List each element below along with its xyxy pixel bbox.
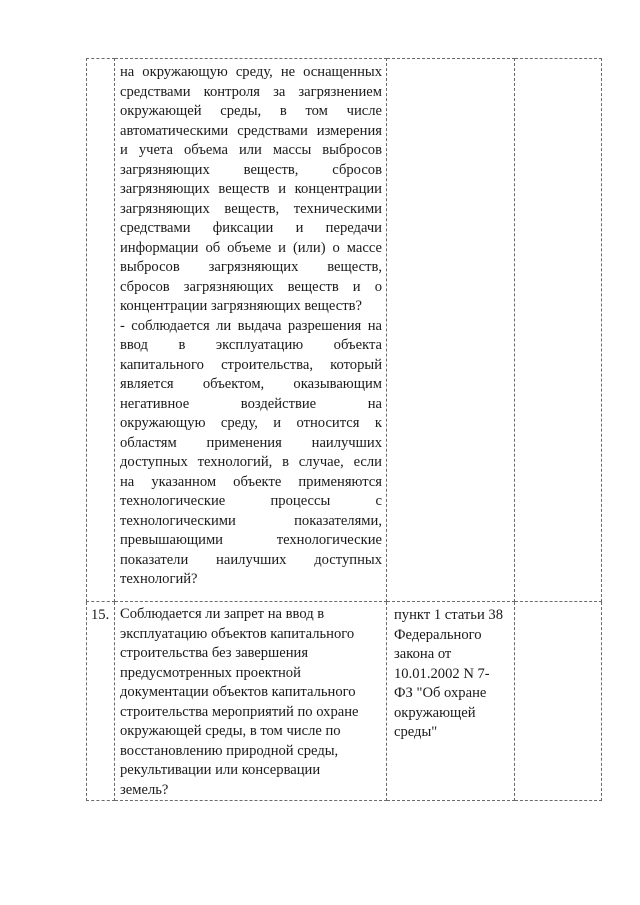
question-line: окружающей среды, в том числе по: [120, 723, 341, 739]
question-line: сбросов загрязняющих веществ и о: [120, 278, 382, 295]
legal-reference: [387, 602, 514, 743]
reference-line: ФЗ "Об охране: [394, 685, 487, 701]
question-line: информации об объеме и (или) о массе: [120, 239, 382, 256]
question-line: загрязняющих веществ и концентрации: [120, 181, 382, 197]
question-line: - соблюдается ли выдача разрешения на: [120, 317, 382, 334]
question-cell: [115, 59, 387, 602]
question-line: негативное воздействие на: [120, 395, 382, 412]
question-line: превышающими технологические: [120, 532, 382, 548]
reference-line: среды": [394, 724, 438, 740]
question-line: областям применения наилучших: [120, 434, 382, 451]
question-line: окружающую среду, и относится к: [120, 415, 382, 431]
question-line: доступных технологий, в случае, если: [120, 454, 382, 470]
row-number: [87, 59, 114, 63]
row-number: 15.: [91, 607, 110, 623]
question-line: предусмотренных проектной: [120, 664, 301, 681]
reference-line: закона от: [394, 646, 452, 662]
question-line: показатели наилучших доступных: [120, 551, 382, 568]
question-line: на окружающую среду, не оснащенных: [120, 64, 382, 80]
question-line: Соблюдается ли запрет на ввод в: [120, 606, 325, 622]
question-line: строительства без завершения: [120, 645, 309, 661]
question-line: загрязняющих веществ, сбросов: [120, 161, 382, 178]
reference-cell: [387, 602, 515, 801]
question-line: на указанном объекте применяются: [120, 473, 382, 490]
question-line: технологические процессы с: [120, 493, 382, 509]
reference-line: окружающей: [394, 704, 476, 721]
row-number-cell: [87, 59, 115, 602]
question-line: является объектом, оказывающим: [120, 376, 382, 392]
reference-line: 10.01.2002 N 7-: [394, 665, 490, 682]
note-cell: [515, 59, 602, 602]
question-line: окружающей среды, в том числе: [120, 103, 382, 119]
question-line: строительства мероприятий по охране: [120, 703, 359, 720]
reference-cell: [387, 59, 515, 602]
reference-line: Федерального: [394, 626, 482, 643]
question-text: [115, 602, 386, 800]
question-line: рекультивации или консервации: [120, 762, 321, 778]
question-line: выбросов загрязняющих веществ,: [120, 259, 382, 275]
legal-reference: [387, 59, 514, 63]
question-line: технологий?: [120, 571, 198, 587]
question-line: земель?: [120, 781, 169, 798]
question-line: загрязняющих веществ, техническими: [120, 200, 382, 217]
checklist-table: [86, 58, 602, 801]
question-line: концентрации загрязняющих веществ?: [120, 298, 362, 314]
note-text: [515, 602, 601, 606]
question-line: капитального строительства, который: [120, 356, 382, 373]
question-line: документации объектов капитального: [120, 684, 356, 700]
question-line: средствами контроля за загрязнением: [120, 83, 382, 100]
note-cell: [515, 602, 602, 801]
question-line: восстановлению природной среды,: [120, 742, 339, 759]
question-line: эксплуатацию объектов капитального: [120, 625, 355, 642]
question-cell: [115, 602, 387, 801]
question-text: [115, 59, 386, 590]
question-line: средствами фиксации и передачи: [120, 220, 382, 236]
row-number-cell: [87, 602, 115, 801]
table-row: [87, 59, 602, 602]
table-row: [87, 602, 602, 801]
reference-line: пункт 1 статьи 38: [394, 607, 504, 623]
question-line: технологическими показателями,: [120, 512, 382, 529]
note-text: [515, 59, 601, 63]
question-line: и учета объема или массы выбросов: [120, 142, 382, 158]
question-line: автоматическими средствами измерения: [120, 122, 382, 139]
question-line: ввод в эксплуатацию объекта: [120, 337, 382, 353]
